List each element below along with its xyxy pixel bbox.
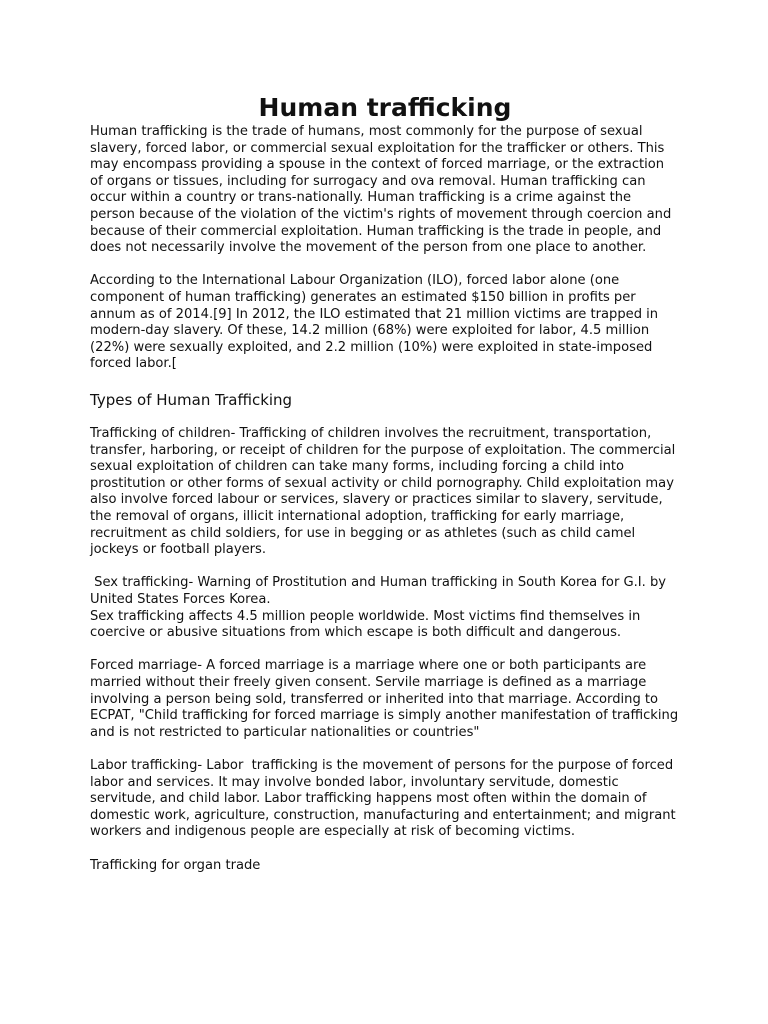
paragraph-gap <box>90 642 680 659</box>
paragraph-gap <box>90 559 680 576</box>
paragraph-organ-trade: Trafficking for organ trade <box>90 857 261 873</box>
paragraph-intro: Human trafficking is the trade of humans, most commonly for the purpose of sexual slavery, forced labor, or commercial sexual exploitation for the trafficker or others. This may encompass providing a spouse in the context of forced marriage, or the extraction of organs or tissues, including for surrogacy and ova removal. Human trafficking can occur within a country or trans-nationally. Human trafficking is a crime against the person because of the violation of the victim's rights of movement through coercion and because of their commercial exploitation. Human trafficking is the trade in people, and does not necessarily involve the movement of the person from one place to another. <box>90 124 672 256</box>
section-heading-types: Types of Human Trafficking <box>90 390 293 409</box>
document-page <box>90 92 680 874</box>
paragraph-ilo: According to the International Labour Organization (ILO), forced labor alone (one component of human trafficking) generates an estimated $150 billion in profits per annum as of 2014.[9] In 2012, the ILO estimated that 21 million victims are trapped in modern-day slavery. Of these, 14.2 million (68%) were exploited for labor, 4.5 million (22%) were sexually exploited, and 2.2 million (10%) were exploited in state-imposed forced labor.[ <box>90 273 659 372</box>
paragraph-gap <box>90 841 680 858</box>
document-title: Human trafficking <box>258 93 512 122</box>
paragraph-gap <box>90 257 680 274</box>
paragraph-gap <box>90 373 680 390</box>
paragraph-children: Trafficking of children- Trafficking of children involves the recruitment, transportation, transfer, harboring, or receipt of children for the purpose of exploitation. The commercial sexual exploitation of children can take many forms, including forcing a child into prostitution or other forms of sexual activity or child pornography. Child exploitation may also involve forced labour or services, slavery or practices similar to slavery, servitude, the removal of organs, illicit international adoption, trafficking for early marriage, recruitment as child soldiers, for use in begging or as athletes (such as child camel jockeys or football players. <box>90 426 676 558</box>
paragraph-sex-caption: Sex trafficking- Warning of Prostitution and Human trafficking in South Korea for G.I. by United States Forces Korea. <box>90 575 671 608</box>
paragraph-gap <box>90 410 680 427</box>
paragraph-gap <box>90 741 680 758</box>
paragraph-labor: Labor trafficking- Labor trafficking is the movement of persons for the purpose of forced labor and services. It may involve bonded labor, involuntary servitude, domestic servitude, and child labor. Labor trafficking happens most often within the domain of domestic work, agriculture, construction, manufacturing and entertainment; and migrant workers and indigenous people are especially at risk of becoming victims. <box>90 757 680 840</box>
paragraph-sex-body: Sex trafficking affects 4.5 million people worldwide. Most victims find themselves in coercive or abusive situations from which escape is both difficult and dangerous. <box>90 608 641 641</box>
paragraph-marriage: Forced marriage- A forced marriage is a marriage where one or both participants are married without their freely given consent. Servile marriage is defined as a marriage involving a person being sold, transferred or inherited into that marriage. According to ECPAT, "Child trafficking for forced marriage is simply another manifestation of trafficking and is not restricted to particular nationalities or countries" <box>90 658 679 740</box>
